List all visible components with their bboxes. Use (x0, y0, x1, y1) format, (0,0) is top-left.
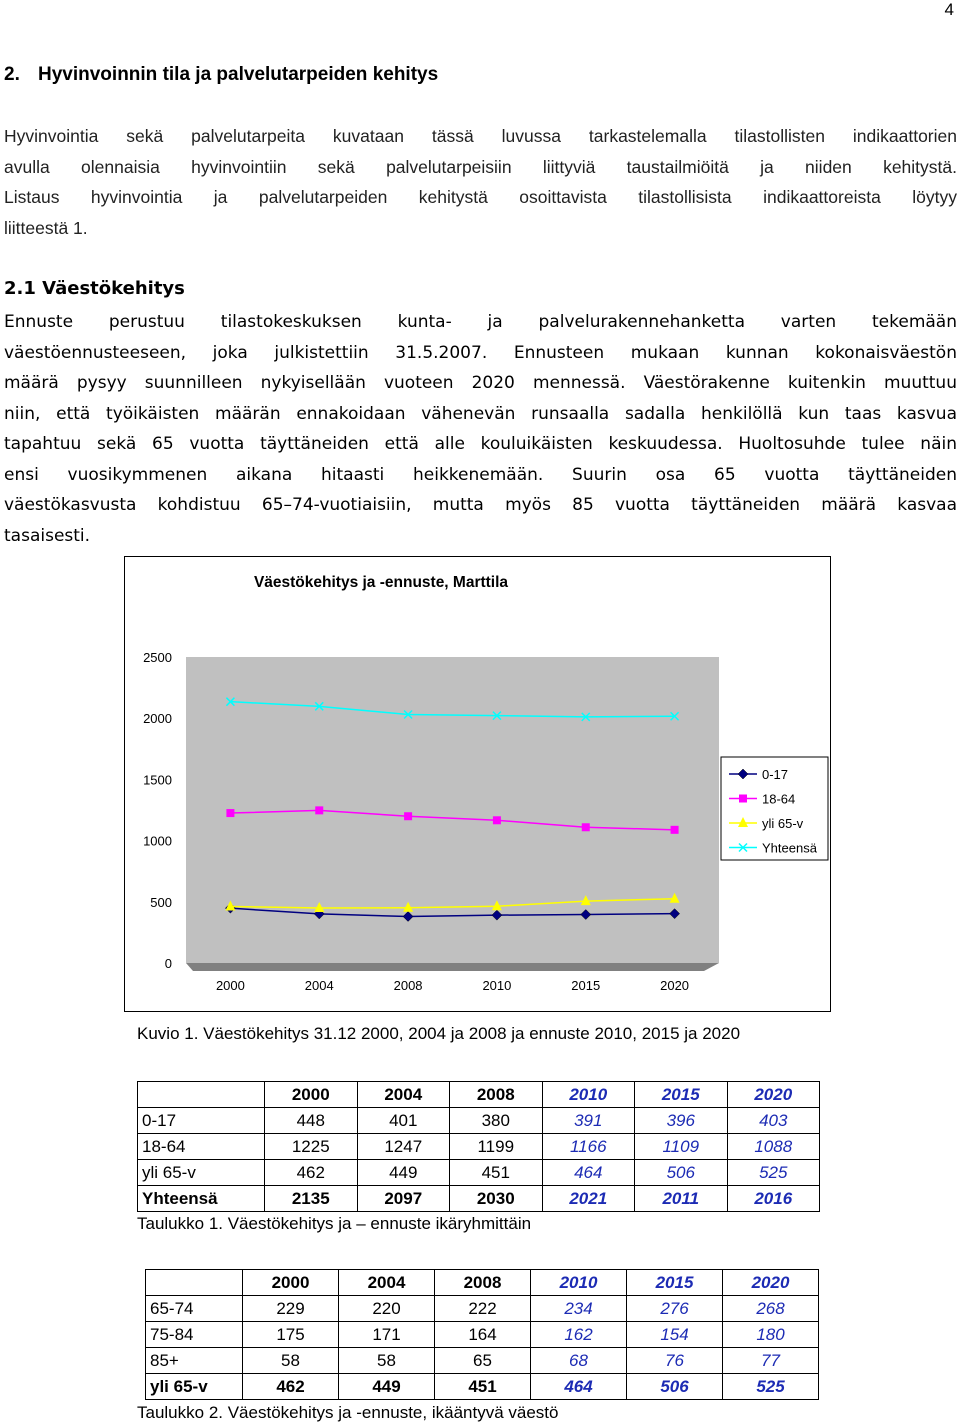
chart-title: Väestökehitys ja -ennuste, Marttila (253, 574, 509, 591)
table-row (146, 1348, 819, 1374)
page-number: 4 (944, 0, 954, 19)
row-label: Yhteensä (138, 1186, 265, 1212)
year-header-forecast: 2020 (727, 1082, 820, 1108)
table-cell: 164 (435, 1322, 531, 1348)
table-total-row (138, 1186, 820, 1212)
table-cell: 449 (339, 1374, 435, 1400)
year-header: 2008 (435, 1270, 531, 1296)
row-label: yli 65-v (146, 1374, 243, 1400)
section-paragraph (4, 307, 957, 551)
table-cell-forecast: 77 (723, 1348, 819, 1374)
chapter-heading (4, 64, 438, 86)
year-header-forecast: 2015 (635, 1082, 728, 1108)
table-cell-forecast: 2021 (542, 1186, 635, 1212)
table-total-row (146, 1374, 819, 1400)
data-point (404, 812, 412, 820)
table-cell-forecast: 234 (531, 1296, 627, 1322)
intro-paragraph (4, 121, 957, 243)
section-line: niin, että työikäisten määrän ennakoidaan vähenevän runsaalla sadalla henkilöllä kun taas kasvua (4, 403, 957, 424)
row-label: 65-74 (146, 1296, 243, 1322)
table-cell: 222 (435, 1296, 531, 1322)
table-header-row (138, 1082, 820, 1108)
section-line: Ennuste perustuu tilastokeskuksen kunta- ja palvelurakennehanketta varten tekemään (4, 312, 957, 332)
year-header: 2000 (243, 1270, 339, 1296)
plot-floor (186, 963, 719, 971)
section-line: tasaisesti. (4, 525, 91, 546)
table-cell: 401 (357, 1108, 450, 1134)
x-tick-label: 2004 (304, 978, 334, 993)
table-cell: 65 (435, 1348, 531, 1374)
table-cell-forecast: 2016 (727, 1186, 820, 1212)
figure-caption: Kuvio 1. Väestökehitys 31.12 2000, 2004 ja 2008 ja ennuste 2010, 2015 ja 2020 (137, 1024, 741, 1043)
table-cell: 171 (339, 1322, 435, 1348)
table-corner-cell (146, 1270, 243, 1296)
y-tick-label: 1000 (143, 833, 172, 849)
year-header-forecast: 2020 (723, 1270, 819, 1296)
table-corner-cell (138, 1082, 265, 1108)
table-row (146, 1322, 819, 1348)
data-point (582, 823, 590, 831)
table-cell-forecast: 506 (635, 1160, 728, 1186)
year-header: 2004 (339, 1270, 435, 1296)
table-cell-forecast: 464 (531, 1374, 627, 1400)
table1-caption: Taulukko 1. Väestökehitys ja – ennuste ikäryhmittäin (137, 1214, 532, 1233)
row-label: 18-64 (138, 1134, 265, 1160)
intro-line: liitteestä 1. (4, 217, 88, 238)
data-point (226, 809, 234, 817)
legend-label: Yhteensä (762, 840, 817, 856)
table-row (138, 1160, 820, 1186)
intro-line: Hyvinvointia sekä palvelutarpeita kuvataan tässä luvussa tarkastelemalla tilastollisten indikaattorien (4, 126, 957, 146)
elderly-population-table (145, 1269, 819, 1400)
legend-label: yli 65-v (762, 816, 804, 831)
table-cell-forecast: 68 (531, 1348, 627, 1374)
table-cell: 1199 (450, 1134, 543, 1160)
data-point (739, 795, 747, 803)
x-tick-label: 2015 (571, 978, 601, 993)
x-tick-label: 2008 (393, 978, 423, 993)
table-row (138, 1134, 820, 1160)
table-cell: 175 (243, 1322, 339, 1348)
table-cell: 380 (450, 1108, 543, 1134)
legend-label: 0-17 (762, 767, 789, 782)
table-cell-forecast: 464 (542, 1160, 635, 1186)
table-cell: 2097 (357, 1186, 450, 1212)
table-cell: 1247 (357, 1134, 450, 1160)
table-cell: 1225 (265, 1134, 358, 1160)
section-line: tapahtuu sekä 65 vuotta täyttäneiden että alle kouluikäisten keskuudessa. Huoltosuhde tulee näin (4, 434, 957, 454)
table-cell-forecast: 276 (627, 1296, 723, 1322)
table-cell-forecast: 154 (627, 1322, 723, 1348)
table-cell-forecast: 525 (727, 1160, 820, 1186)
table-cell: 58 (339, 1348, 435, 1374)
population-chart (124, 556, 831, 1012)
x-tick-label: 2010 (482, 978, 512, 993)
table-cell-forecast: 76 (627, 1348, 723, 1374)
y-tick-label: 500 (150, 894, 172, 910)
x-tick-label: 2000 (215, 978, 245, 993)
y-tick-label: 2500 (143, 650, 172, 665)
table-cell: 2135 (265, 1186, 358, 1212)
table-cell-forecast: 391 (542, 1108, 635, 1134)
table-cell-forecast: 396 (635, 1108, 728, 1134)
legend-label: 18-64 (762, 791, 796, 807)
table-row (146, 1296, 819, 1322)
table-cell: 451 (435, 1374, 531, 1400)
table-cell: 462 (265, 1160, 358, 1186)
table-cell-forecast: 1166 (542, 1134, 635, 1160)
table-cell-forecast: 525 (723, 1374, 819, 1400)
section-heading: 2.1 Väestökehitys (4, 278, 185, 299)
row-label: yli 65-v (138, 1160, 265, 1186)
data-point (315, 806, 323, 814)
data-point (671, 826, 679, 834)
table-header-row (146, 1270, 819, 1296)
section-line: väestökasvusta kohdistuu 65–74-vuotiaisiin, mutta myös 85 vuotta täyttäneiden määrä kasvaa (4, 495, 957, 515)
y-tick-label: 1500 (143, 772, 172, 788)
table-cell: 448 (265, 1108, 358, 1134)
data-point (493, 816, 501, 824)
table-cell: 220 (339, 1296, 435, 1322)
row-label: 0-17 (138, 1108, 265, 1134)
table-cell: 58 (243, 1348, 339, 1374)
section-line: väestöennusteeseen, joka julkistettiin 31.5.2007. Ennusteen mukaan kunnan kokonaisväestön (4, 342, 957, 363)
year-header: 2000 (265, 1082, 358, 1108)
year-header: 2008 (450, 1082, 543, 1108)
table-cell: 462 (243, 1374, 339, 1400)
x-tick-label: 2020 (660, 978, 690, 993)
chapter-number: 2. (4, 64, 20, 85)
population-table (137, 1081, 820, 1212)
year-header-forecast: 2015 (627, 1270, 723, 1296)
intro-line: avulla olennaisia hyvinvointiin sekä palvelutarpeisiin liittyviä taustailmiöitä ja niiden kehitystä. (4, 156, 957, 177)
table-cell-forecast: 268 (723, 1296, 819, 1322)
section-line: määrä pysyy suunnilleen nykyisellään vuoteen 2020 mennessä. Väestörakenne kuitenkin muuttuu (4, 373, 957, 393)
intro-line: Listaus hyvinvointia ja palvelutarpeiden kehitystä osoittavista tilastollisista indikaattoreista löytyy (4, 187, 957, 207)
y-tick-label: 2000 (143, 711, 172, 727)
year-header: 2004 (357, 1082, 450, 1108)
table-cell: 229 (243, 1296, 339, 1322)
y-tick-label: 0 (164, 956, 172, 971)
table-cell-forecast: 162 (531, 1322, 627, 1348)
table-cell-forecast: 403 (727, 1108, 820, 1134)
table-cell-forecast: 1109 (635, 1134, 728, 1160)
table-row (138, 1108, 820, 1134)
population-chart-svg (125, 557, 830, 1011)
table-cell: 451 (450, 1160, 543, 1186)
chapter-title: Hyvinvoinnin tila ja palvelutarpeiden kehitys (38, 64, 439, 85)
row-label: 85+ (146, 1348, 243, 1374)
year-header-forecast: 2010 (531, 1270, 627, 1296)
table-cell-forecast: 2011 (635, 1186, 728, 1212)
table-cell-forecast: 180 (723, 1322, 819, 1348)
year-header-forecast: 2010 (542, 1082, 635, 1108)
table-cell: 449 (357, 1160, 450, 1186)
section-line: ensi vuosikymmenen aikana hitaasti heikkenemään. Suurin osa 65 vuotta täyttäneiden (4, 464, 957, 485)
table-cell-forecast: 506 (627, 1374, 723, 1400)
table2-caption: Taulukko 2. Väestökehitys ja -ennuste, ikääntyvä väestö (137, 1403, 559, 1422)
table-cell-forecast: 1088 (727, 1134, 820, 1160)
table-cell: 2030 (450, 1186, 543, 1212)
row-label: 75-84 (146, 1322, 243, 1348)
